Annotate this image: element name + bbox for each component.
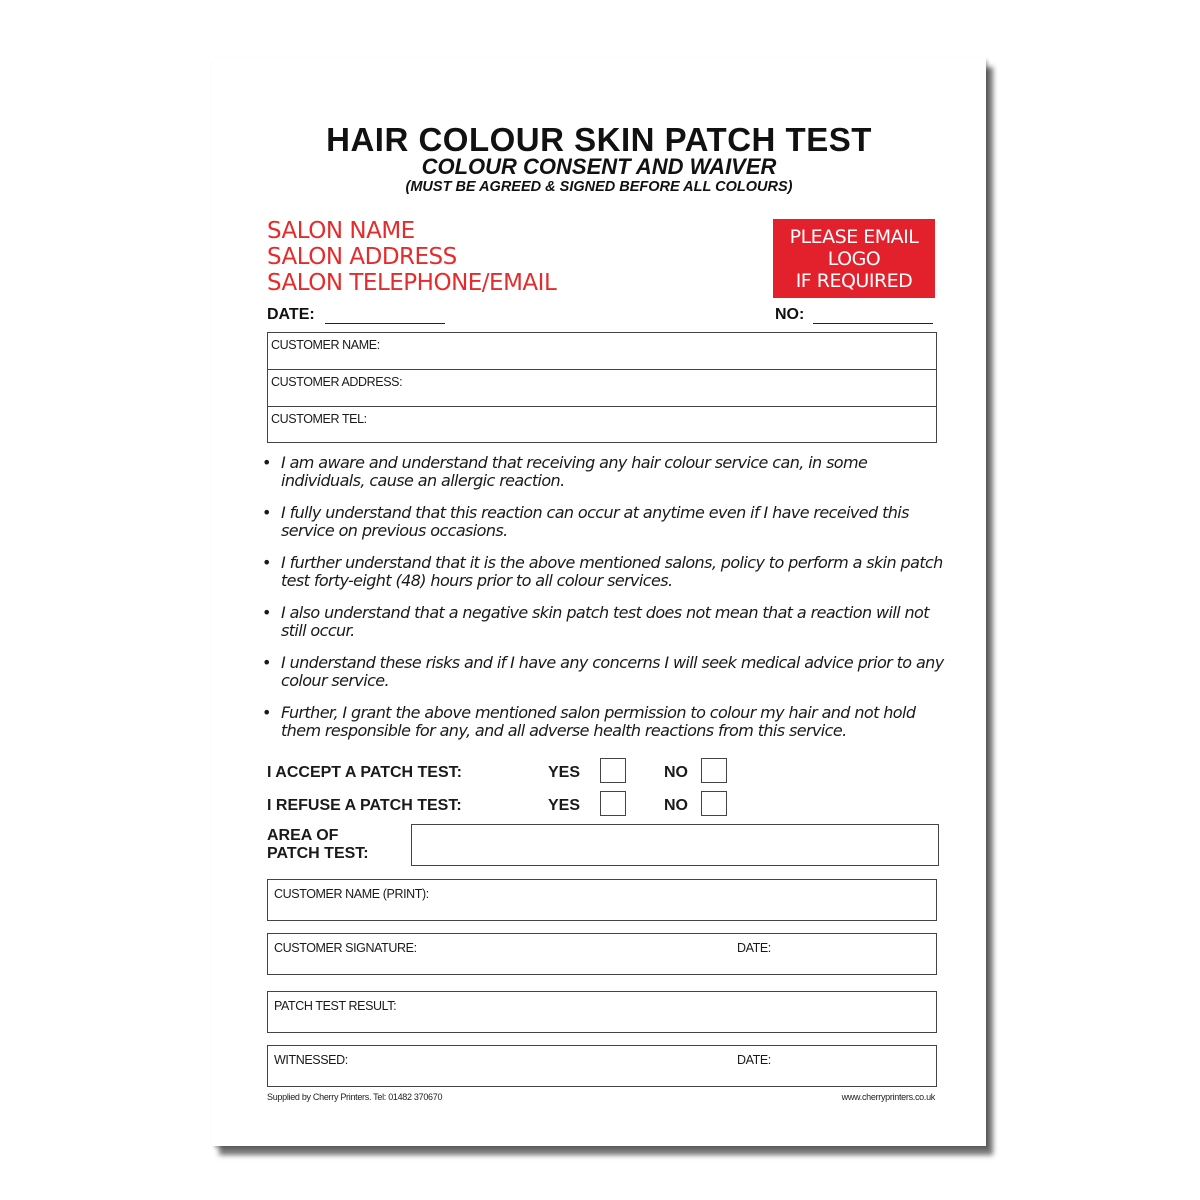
- logo-placeholder-line: PLEASE EMAIL: [789, 225, 919, 248]
- customer-tel-label: CUSTOMER TEL:: [271, 412, 367, 426]
- statement-text: Further, I grant the above mentioned salon permission to colour my hair and not hold them responsible for any, and all adverse health reactions from this service.: [281, 703, 916, 740]
- refuse-yes-checkbox[interactable]: [600, 791, 626, 816]
- bullet-symbol: •: [262, 603, 271, 622]
- customer-details-box: [267, 332, 937, 443]
- patch-test-area-label-line: PATCH TEST:: [267, 845, 369, 862]
- customer-address-label: CUSTOMER ADDRESS:: [271, 375, 403, 389]
- number-label: NO:: [775, 306, 805, 323]
- bullet-symbol: •: [262, 503, 271, 522]
- number-line[interactable]: [813, 307, 933, 324]
- refuse-patch-test-label: I REFUSE A PATCH TEST:: [267, 797, 462, 814]
- statement-item: [262, 604, 952, 640]
- form-note: (MUST BE AGREED & SIGNED BEFORE ALL COLOURS): [405, 179, 793, 195]
- statement-text: I am aware and understand that receiving any hair colour service can, in some individuals, cause an allergic reaction.: [281, 453, 868, 490]
- logo-placeholder-line: LOGO: [827, 247, 881, 270]
- logo-placeholder-line: IF REQUIRED: [795, 269, 913, 292]
- accept-no-label: NO: [664, 764, 688, 781]
- refuse-yes-label: YES: [548, 797, 581, 814]
- customer-print-name-label: CUSTOMER NAME (PRINT):: [274, 887, 429, 901]
- bullet-symbol: •: [262, 553, 271, 572]
- customer-name-field[interactable]: [268, 333, 936, 370]
- date-line[interactable]: [325, 307, 445, 324]
- customer-name-label: CUSTOMER NAME:: [271, 338, 380, 352]
- customer-tel-field[interactable]: [268, 407, 936, 444]
- customer-address-field[interactable]: [268, 370, 936, 407]
- patch-test-area-label: [267, 827, 369, 863]
- patch-test-area-field[interactable]: [411, 824, 939, 866]
- footer-website: www.cherryprinters.co.uk: [841, 1092, 935, 1102]
- form-subtitle: COLOUR CONSENT AND WAIVER: [421, 154, 777, 179]
- accept-yes-checkbox[interactable]: [600, 758, 626, 783]
- accept-yes-label: YES: [548, 764, 581, 781]
- witnessed-label: WITNESSED:: [274, 1053, 348, 1067]
- statement-item: [262, 504, 952, 540]
- footer-supplier: Supplied by Cherry Printers. Tel: 01482 370670: [267, 1092, 443, 1102]
- form-sheet: [212, 58, 986, 1146]
- salon-name: SALON NAME: [267, 218, 415, 244]
- logo-placeholder: [773, 219, 935, 298]
- patch-test-area-label-line: AREA OF: [267, 827, 339, 844]
- patch-test-result-field[interactable]: [267, 991, 937, 1033]
- customer-print-name-field[interactable]: [267, 879, 937, 921]
- accept-no-checkbox[interactable]: [701, 758, 727, 783]
- signature-date-label: DATE:: [737, 941, 771, 955]
- customer-signature-field[interactable]: [267, 933, 937, 975]
- statement-text: I further understand that it is the above mentioned salons, policy to perform a skin patch test forty-eight (48) hours prior to all colour services.: [281, 553, 943, 590]
- customer-signature-label: CUSTOMER SIGNATURE:: [274, 941, 417, 955]
- salon-address: SALON ADDRESS: [267, 244, 457, 270]
- accept-patch-test-label: I ACCEPT A PATCH TEST:: [267, 764, 462, 781]
- patch-test-result-label: PATCH TEST RESULT:: [274, 999, 397, 1013]
- witnessed-field[interactable]: [267, 1045, 937, 1087]
- statement-item: [262, 704, 952, 740]
- form-title: HAIR COLOUR SKIN PATCH TEST: [326, 121, 872, 158]
- statement-text: I understand these risks and if I have any concerns I will seek medical advice prior to any colour service.: [281, 653, 944, 690]
- witnessed-date-label: DATE:: [737, 1053, 771, 1067]
- statement-text: I also understand that a negative skin patch test does not mean that a reaction will not still occur.: [281, 603, 929, 640]
- statement-item: [262, 654, 952, 690]
- date-field: [267, 306, 445, 324]
- statement-text: I fully understand that this reaction can occur at anytime even if I have received this service on previous occasions.: [281, 503, 909, 540]
- number-field: [775, 306, 933, 324]
- refuse-no-checkbox[interactable]: [701, 791, 727, 816]
- refuse-patch-test-row: [267, 791, 947, 819]
- statement-item: [262, 454, 952, 490]
- accept-patch-test-row: [267, 758, 947, 786]
- bullet-symbol: •: [262, 703, 271, 722]
- refuse-no-label: NO: [664, 797, 688, 814]
- statement-item: [262, 554, 952, 590]
- date-label: DATE:: [267, 306, 315, 323]
- bullet-symbol: •: [262, 453, 271, 472]
- statement-list: [262, 454, 952, 754]
- bullet-symbol: •: [262, 653, 271, 672]
- salon-contact: SALON TELEPHONE/EMAIL: [267, 270, 557, 296]
